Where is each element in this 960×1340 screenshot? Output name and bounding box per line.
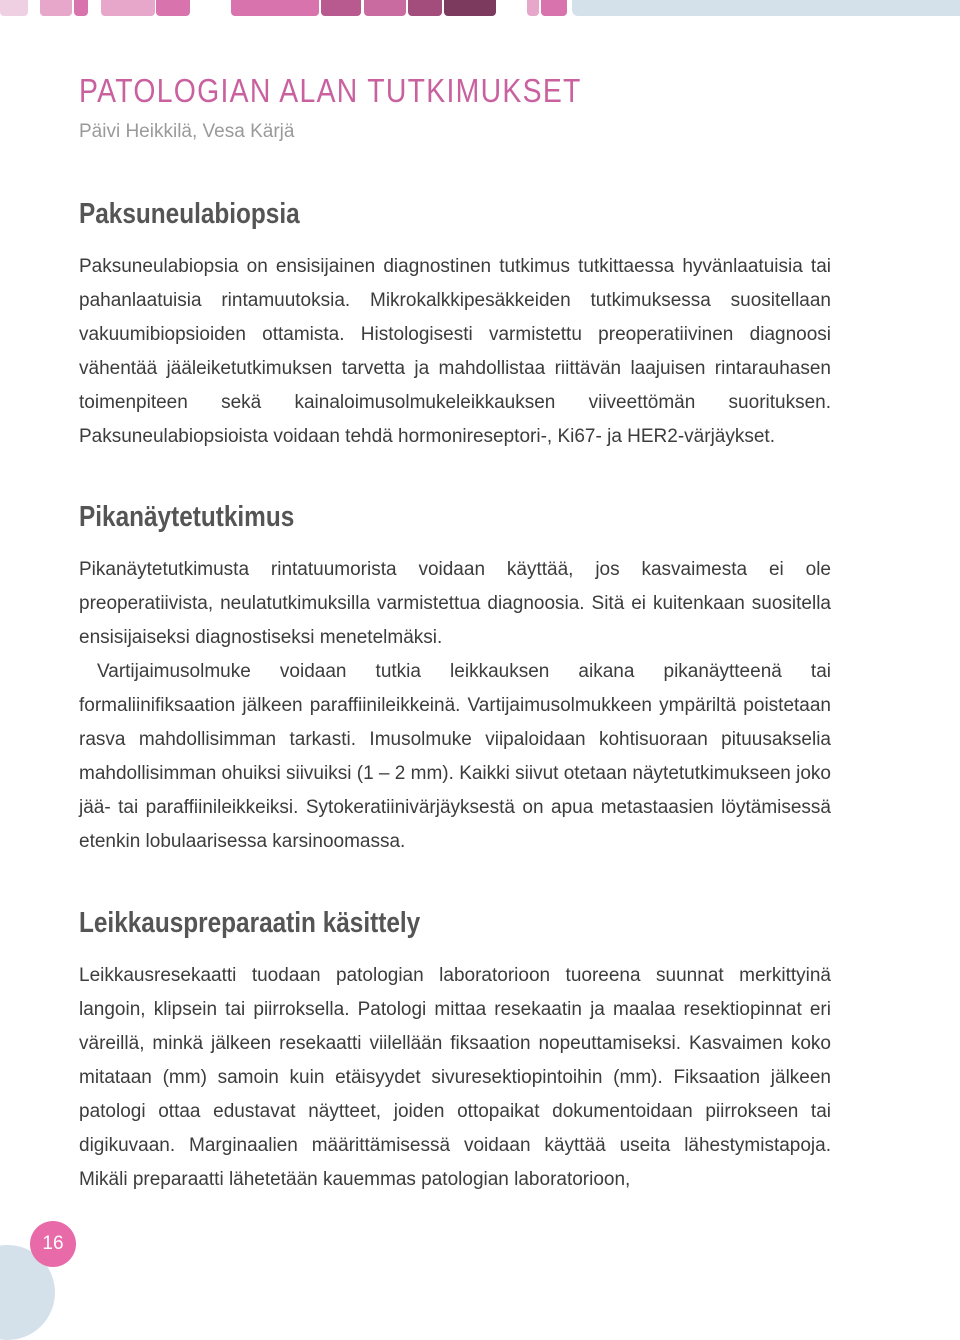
bar-segment xyxy=(0,0,28,16)
bar-segment xyxy=(572,0,960,16)
bar-segment xyxy=(541,0,567,16)
chapter-title: PATOLOGIAN ALAN TUTKIMUKSET xyxy=(79,72,582,109)
section-paksuneulabiopsia xyxy=(79,194,831,454)
page-number: 16 xyxy=(30,1221,76,1267)
bar-segment xyxy=(408,0,442,16)
section-heading: Paksuneulabiopsia xyxy=(79,198,300,230)
section-pikanaytetutkimus xyxy=(79,497,831,859)
bar-segment xyxy=(101,0,155,16)
section-leikkauspreparaatin-kasittely xyxy=(79,903,831,1197)
bar-segment xyxy=(364,0,406,16)
bar-segment xyxy=(527,0,539,16)
bar-segment xyxy=(231,0,319,16)
bar-segment xyxy=(444,0,496,16)
section-heading: Pikanäytetutkimus xyxy=(79,501,295,533)
section-heading: Leikkauspreparaatin käsittely xyxy=(79,907,421,939)
paragraph: Pikanäytetutkimusta rintatuumorista voidaan käyttää, jos kasvaimesta ei ole preoperatiivista, neulatutkimuksilla varmistettua diagnoosia. Sitä ei kuitenkaan suositella ensisijaiseksi diagnostiseksi menetelmäksi. xyxy=(79,559,831,648)
authors: Päivi Heikkilä, Vesa Kärjä xyxy=(79,121,295,142)
top-decorative-bar xyxy=(0,0,960,16)
bar-segment xyxy=(321,0,361,16)
bar-segment xyxy=(74,0,88,16)
bar-segment xyxy=(156,0,190,16)
paragraph: Vartijaimusolmuke voidaan tutkia leikkauksen aikana pikanäytteenä tai formaliinifiksaation jälkeen paraffiinileikkeinä. Vartijaimusolmukkeen ympäriltä poistetaan rasva mahdollisimman tarkasti. Imusolmuke viipaloidaan kohtisuoraan pituusakselia mahdollisimman ohuiksi siivuiksi (1 – 2 mm). Kaikki siivut otetaan näytetutkimukseen joko jää- tai paraffiinileikkeiksi. Sytokeratiinivärjäyksestä on apua metastaasien löytämisessä etenkin lobulaarisessa karsinoomassa. xyxy=(79,661,831,852)
paragraph: Paksuneulabiopsia on ensisijainen diagnostinen tutkimus tutkittaessa hyvänlaatuisia tai pahanlaatuisia rintamuutoksia. Mikrokalkkipesäkkeiden tutkimuksessa suositellaan vakuumibiopsioiden ottamista. Histologisesti varmistettu preoperatiivinen diagnoosi vähentää jääleiketutkimuksen tarvetta ja mahdollistaa riittävän laajuisen rintarauhasen toimenpiteen sekä kainaloimusolmukeleikkauksen viiveettömän suorituksen. Paksuneulabiopsioista voidaan tehdä hormonireseptori-, Ki67- ja HER2-värjäykset. xyxy=(79,256,831,447)
paragraph: Leikkausresekaatti tuodaan patologian laboratorioon tuoreena suunnat merkittyinä langoin, klipsein tai piirroksella. Patologi mittaa resekaatin ja maalaa resektiopinnat eri väreillä, minkä jälkeen resekaatti viilellään fiksaation nopeuttamiseksi. Kasvaimen koko mitataan (mm) samoin kuin etäisyydet sivuresektiopintoihin (mm). Fiksaation jälkeen patologi ottaa edustavat näytteet, joiden ottopaikat dokumentoidaan piirrokseen tai digikuvaan. Marginaalien määrittämisessä voidaan käyttää useita lähestymistapoja. Mikäli preparaatti lähetetään kauemmas patologian laboratorioon, xyxy=(79,965,831,1190)
bar-segment xyxy=(40,0,72,16)
